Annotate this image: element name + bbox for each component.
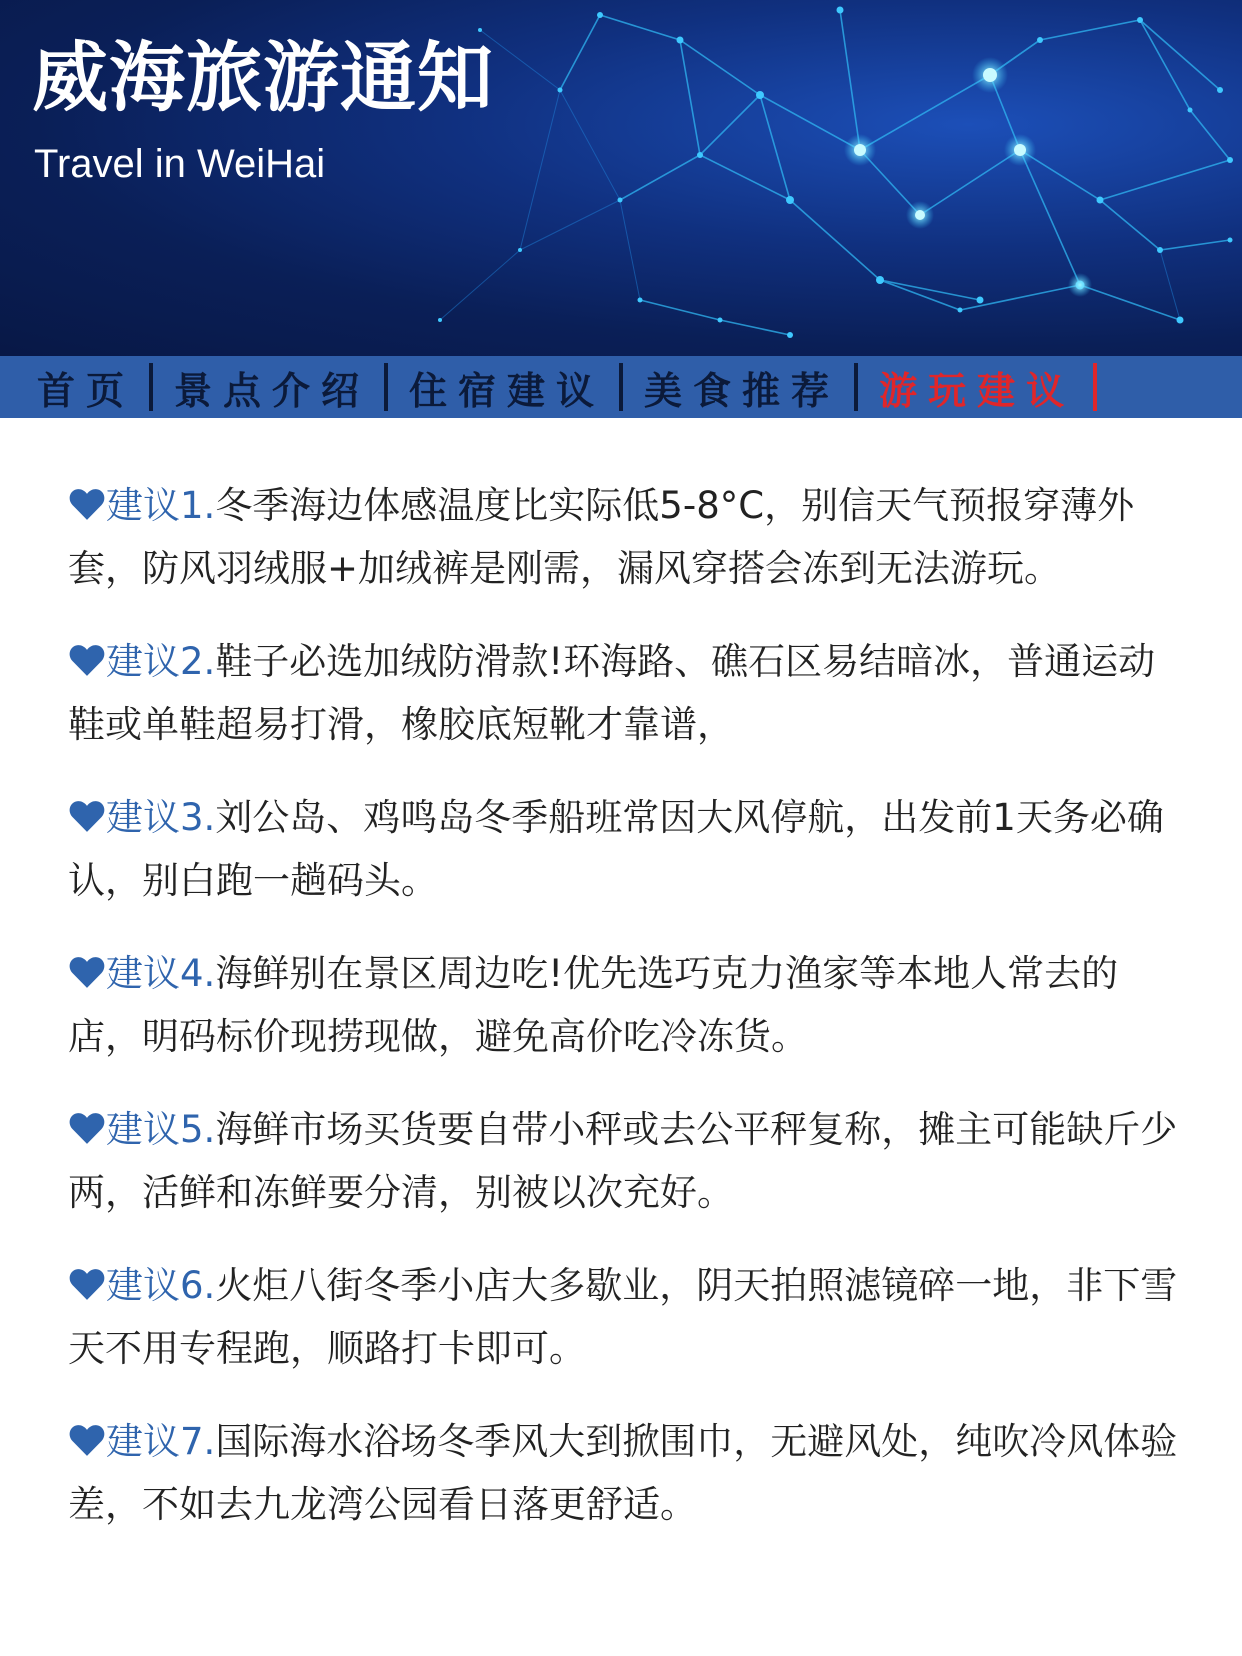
- tips-list: [68, 474, 1178, 1566]
- tip-label: 建议1.: [106, 484, 216, 527]
- tip-label: 建议6.: [106, 1264, 216, 1307]
- tip-text: 火炬八街冬季小店大多歇业，阴天拍照滤镜碎一地，非下雪天不用专程跑，顺路打卡即可。: [68, 1264, 1178, 1370]
- tip-item: [68, 786, 1178, 912]
- tip-text: 鞋子必选加绒防滑款!环海路、礁石区易结暗冰，普通运动鞋或单鞋超易打滑，橡胶底短靴才靠谱，: [68, 640, 1156, 746]
- nav-divider: [619, 363, 623, 411]
- tip-text: 海鲜别在景区周边吃!优先选巧克力渔家等本地人常去的店，明码标价现捞现做，避免高价吃冷冻货。: [68, 952, 1119, 1058]
- nav-item-label: 美食推荐: [644, 368, 841, 413]
- nav-divider: [1093, 363, 1097, 411]
- tip-label: 建议5.: [106, 1108, 216, 1151]
- tip-text: 海鲜市场买货要自带小秤或去公平秤复称，摊主可能缺斤少两，活鲜和冻鲜要分清，别被以次充好。: [68, 1108, 1178, 1214]
- tip-item: [68, 474, 1178, 600]
- nav-item-attractions[interactable]: [174, 360, 409, 415]
- nav-divider: [384, 363, 388, 411]
- nav-item-label: 首页: [37, 368, 136, 413]
- heart-icon: [68, 954, 106, 990]
- page-title: 威海旅游通知: [32, 33, 494, 122]
- tip-text: 刘公岛、鸡鸣岛冬季船班常因大风停航，出发前1天务必确认，别白跑一趟码头。: [68, 796, 1164, 902]
- header-banner: [0, 0, 1242, 356]
- nav-item-label: 住宿建议: [409, 368, 606, 413]
- nav-item-label: 游玩建议: [879, 368, 1076, 413]
- tip-item: [68, 942, 1178, 1068]
- tip-item: [68, 630, 1178, 756]
- tip-item: [68, 1098, 1178, 1224]
- tip-item: [68, 1410, 1178, 1536]
- tip-text: 冬季海边体感温度比实际低5-8°C，别信天气预报穿薄外套，防风羽绒服+加绒裤是刚需，漏风穿搭会冻到无法游玩。: [68, 484, 1135, 590]
- nav-item-accommodation[interactable]: [409, 360, 644, 415]
- heart-icon: [68, 642, 106, 678]
- nav-item-food[interactable]: [644, 360, 879, 415]
- tip-label: 建议7.: [106, 1420, 216, 1463]
- top-navigation: [0, 356, 1242, 418]
- nav-item-home[interactable]: [37, 360, 174, 415]
- heart-icon: [68, 1422, 106, 1458]
- nav-divider: [854, 363, 858, 411]
- heart-icon: [68, 1266, 106, 1302]
- nav-item-label: 景点介绍: [174, 368, 371, 413]
- nav-divider: [149, 363, 153, 411]
- tip-text: 国际海水浴场冬季风大到掀围巾，无避风处，纯吹冷风体验差，不如去九龙湾公园看日落更舒适。: [68, 1420, 1178, 1526]
- nav-item-travel-tips[interactable]: [879, 360, 1118, 415]
- tip-item: [68, 1254, 1178, 1380]
- page-subtitle: Travel in WeiHai: [34, 142, 326, 186]
- heart-icon: [68, 798, 106, 834]
- tip-label: 建议2.: [106, 640, 216, 683]
- heart-icon: [68, 1110, 106, 1146]
- tip-label: 建议3.: [106, 796, 216, 839]
- tip-label: 建议4.: [106, 952, 216, 995]
- heart-icon: [68, 486, 106, 522]
